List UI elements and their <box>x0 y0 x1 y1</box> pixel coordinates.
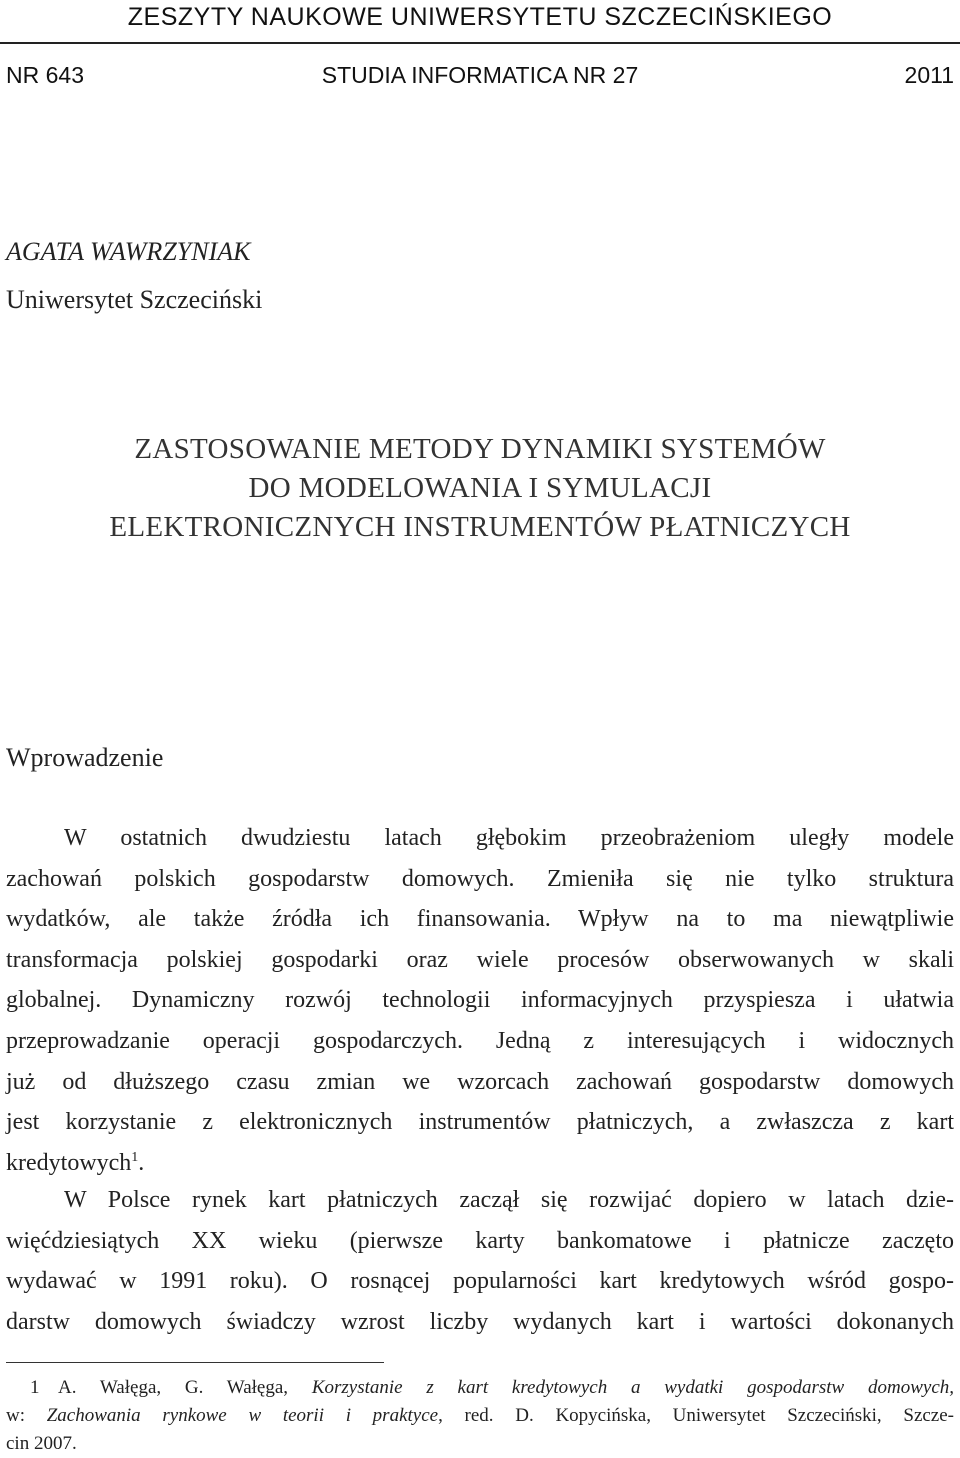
issue-row <box>6 58 954 92</box>
paragraph-line: już od dłuższego czasu zmian we wzorcach zachowań gospodarstw domowych <box>6 1068 954 1095</box>
paragraph-1 <box>6 818 954 1183</box>
paragraph-line: globalnej. Dynamiczny rozwój technologii informacyjnych przyspiesza i ułatwia <box>6 987 954 1014</box>
footnote-in-prefix: w: <box>6 1405 47 1426</box>
issue-number: NR 643 <box>6 62 84 88</box>
footnote-authors: A. Wałęga, G. Wałęga, <box>58 1377 312 1398</box>
paragraph-line: przeprowadzanie operacji gospodarczych. Jedną z interesujących i widocznych <box>6 1027 954 1054</box>
footnote-publisher: , red. D. Kopycińska, Uniwersytet Szczeciński, Szcze- <box>438 1405 955 1426</box>
paragraph-line: W ostatnich dwudziestu latach głębokim przeobrażeniom uległy modele <box>64 825 954 851</box>
paragraph-line: jest korzystanie z elektronicznych instrumentów płatniczych, a zwłaszcza z kart <box>6 1109 954 1136</box>
footnote-line <box>6 1402 954 1430</box>
journal-title: ZESZYTY NAUKOWE UNIWERSYTETU SZCZECIŃSKIEGO <box>127 3 833 31</box>
paragraph-2 <box>6 1180 954 1342</box>
author-affiliation: Uniwersytet Szczeciński <box>6 285 263 314</box>
paragraph-line: zachowań polskich gospodarstw domowych. Zmieniła się nie tylko struktura <box>6 865 954 892</box>
footnote-line: cin 2007. <box>6 1433 77 1454</box>
paragraph-text: kredytowych <box>6 1149 132 1176</box>
footnote <box>6 1374 954 1458</box>
header-rule <box>0 42 960 44</box>
footnote-line <box>6 1374 954 1402</box>
paragraph-last-line <box>6 1143 954 1184</box>
title-line: ZASTOSOWANIE METODY DYNAMIKI SYSTEMÓW <box>134 433 826 465</box>
section-heading: Wprowadzenie <box>6 743 164 772</box>
paragraph-line: darstw domowych świadczy wzrost liczby wydanych kart i wartości dokonanych <box>6 1308 954 1335</box>
publication-year: 2011 <box>904 62 954 88</box>
article-title <box>0 430 960 547</box>
title-line: DO MODELOWANIA I SYMULACJI <box>248 472 712 504</box>
paragraph-line: więćdziesiątych XX wieku (pierwsze karty bankomatowe i płatnicze zaczęto <box>6 1227 954 1254</box>
footnote-number: 1 <box>30 1377 40 1398</box>
paragraph-line: wydawać w 1991 roku). O rosnącej popularności kart kredytowych wśród gospo- <box>6 1268 954 1295</box>
sentence-end: . <box>138 1149 145 1176</box>
footnote-work-title: Korzystanie z kart kredytowych a wydatki gospodarstw domowych, <box>311 1377 954 1398</box>
paragraph-line: wydatków, ale także źródła ich finansowania. Wpływ na to ma niewątpliwie <box>6 906 954 933</box>
footnote-rule <box>6 1362 384 1363</box>
paragraph-line: transformacja polskiej gospodarki oraz wiele procesów obserwowanych w skali <box>6 946 954 973</box>
footnote-collection-title: Zachowania rynkowe w teorii i praktyce <box>46 1405 439 1426</box>
title-line: ELEKTRONICZNYCH INSTRUMENTÓW PŁATNICZYCH <box>109 511 851 543</box>
author-name: AGATA WAWRZYNIAK <box>6 237 251 266</box>
footnote-reference[interactable]: 1 <box>131 1149 139 1165</box>
paragraph-line: W Polsce rynek kart płatniczych zaczął się rozwijać dopiero w latach dzie- <box>64 1187 954 1213</box>
series-title: STUDIA INFORMATICA NR 27 <box>321 62 639 88</box>
